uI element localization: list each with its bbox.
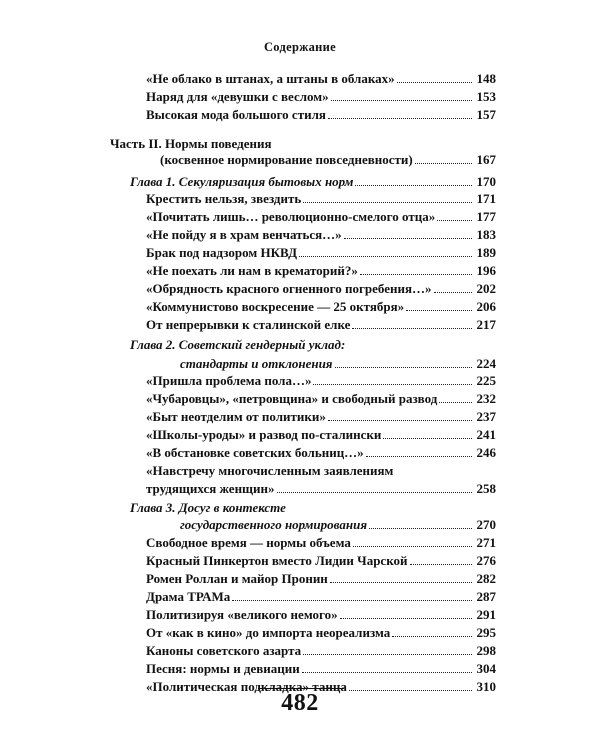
- entry-title: Высокая мода большого стиля: [146, 107, 326, 122]
- entry-title: «Не пойду я в храм венчаться…»: [146, 227, 342, 242]
- dot-leader: [313, 384, 472, 385]
- dot-leader: [410, 564, 473, 565]
- entry-page: 196: [476, 263, 496, 278]
- dot-leader: [328, 420, 472, 421]
- dot-leader: [303, 202, 472, 203]
- entry-title: трудящихся женщин»: [146, 481, 275, 496]
- entry-title: «Быт неотделим от политики»: [146, 409, 326, 424]
- entry-page: 276: [476, 553, 496, 568]
- entry-page: 153: [476, 89, 496, 104]
- dot-leader: [434, 292, 472, 293]
- toc-entry: [146, 263, 496, 279]
- entry-title: Драма ТРАМа: [146, 589, 231, 604]
- toc-entry: [146, 445, 496, 461]
- toc-entry: [146, 481, 496, 497]
- dot-leader: [383, 438, 472, 439]
- chapter-title: Глава 1. Секуляризация бытовых норм: [130, 174, 354, 189]
- entry-title: Красный Пинкертон вместо Лидии Чарской: [146, 553, 408, 568]
- toc-entry: [146, 625, 496, 641]
- dot-leader: [353, 546, 472, 547]
- entry-title: «Коммунистово воскресение — 25 октября»: [146, 299, 405, 314]
- toc-entry: [146, 427, 496, 443]
- entry-title: «Политическая подкладка» танца: [146, 679, 347, 694]
- toc-entry: [146, 281, 496, 297]
- entry-page: 232: [476, 391, 496, 406]
- entry-page: 295: [476, 625, 496, 640]
- entry-page: 298: [476, 643, 496, 658]
- dot-leader: [302, 672, 472, 673]
- entry-title: «Почитать лишь… революционно-смелого отца»: [146, 209, 436, 224]
- entry-page: 148: [476, 71, 496, 86]
- entry-page: 304: [476, 661, 496, 676]
- running-header: Содержание: [263, 40, 336, 54]
- entry-page: 217: [476, 317, 496, 332]
- entry-page: 282: [476, 571, 496, 586]
- part-subtitle: (косвенное нормирование повседневности): [160, 152, 413, 167]
- toc-entry: [146, 607, 496, 623]
- entry-title: «Пришла проблема пола…»: [146, 373, 312, 388]
- toc-entry: [146, 571, 496, 587]
- chapter-heading: [180, 356, 496, 372]
- chapter-subtitle: государственного нормирования: [180, 517, 368, 532]
- entry-title: Каноны советского азарта: [146, 643, 302, 658]
- toc-entry: [146, 209, 496, 225]
- folio-rule: [258, 688, 344, 689]
- entry-page: 170: [476, 174, 496, 189]
- toc-entry: [146, 409, 496, 425]
- entry-page: 225: [476, 373, 496, 388]
- entry-page: 246: [476, 445, 496, 460]
- entry-title: Наряд для «девушки с веслом»: [146, 89, 329, 104]
- entry-page: 287: [476, 589, 496, 604]
- toc-entry: [146, 391, 496, 407]
- toc-entry: [146, 299, 496, 315]
- toc-entry: [146, 589, 496, 605]
- toc-entry: [146, 643, 496, 659]
- entry-page: 171: [476, 191, 496, 206]
- toc-entry: [160, 152, 496, 168]
- entry-page: 167: [476, 152, 496, 167]
- entry-page: 183: [476, 227, 496, 242]
- chapter-heading: [130, 174, 496, 190]
- dot-leader: [415, 163, 472, 164]
- entry-page: 291: [476, 607, 496, 622]
- dot-leader: [331, 100, 472, 101]
- toc-entry: [146, 245, 496, 261]
- dot-leader: [392, 636, 472, 637]
- entry-title: «Чубаровцы», «петровщина» и свободный развод: [146, 391, 438, 406]
- entry-page: 202: [476, 281, 496, 296]
- entry-page: 157: [476, 107, 496, 122]
- dot-leader: [328, 118, 472, 119]
- chapter-heading: [180, 517, 496, 533]
- dot-leader: [330, 582, 472, 583]
- toc-entry: [146, 535, 496, 551]
- toc-entry: [146, 661, 496, 677]
- dot-leader: [344, 238, 472, 239]
- entry-page: 258: [476, 481, 496, 496]
- entry-page: 241: [476, 427, 496, 442]
- chapter-title: Глава 2. Советский гендерный уклад:: [130, 337, 346, 352]
- toc-entry: [146, 107, 496, 123]
- dot-leader: [437, 220, 472, 221]
- dot-leader: [439, 402, 472, 403]
- entry-title: Песня: нормы и девиации: [146, 661, 300, 676]
- dot-leader: [232, 600, 472, 601]
- entry-page: 189: [476, 245, 496, 260]
- entry-page: 224: [476, 356, 496, 371]
- toc-entry: [146, 71, 496, 87]
- entry-title: «Не поехать ли нам в крематорий?»: [146, 263, 358, 278]
- entry-title: «Обрядность красного огненного погребения…»: [146, 281, 432, 296]
- dot-leader: [406, 310, 472, 311]
- entry-page: 270: [476, 517, 496, 532]
- entry-page: 237: [476, 409, 496, 424]
- dot-leader: [303, 654, 472, 655]
- entry-page: 206: [476, 299, 496, 314]
- entry-title: Ромен Роллан и майор Пронин: [146, 571, 328, 586]
- dot-leader: [366, 456, 472, 457]
- entry-title: Политизируя «великого немого»: [146, 607, 338, 622]
- entry-title: Свободное время — нормы объема: [146, 535, 351, 550]
- entry-title: «Навстречу многочисленным заявлениям: [146, 463, 394, 478]
- entry-title: «Не облако в штанах, а штаны в облаках»: [146, 71, 395, 86]
- entry-title: «В обстановке советских больниц…»: [146, 445, 364, 460]
- dot-leader: [360, 274, 472, 275]
- part-title: Часть II. Нормы поведения: [110, 136, 272, 151]
- toc-entry: [146, 373, 496, 389]
- dot-leader: [355, 185, 472, 186]
- dot-leader: [299, 256, 472, 257]
- entry-title: От непрерывки к сталинской елке: [146, 317, 351, 332]
- entry-page: 310: [476, 679, 496, 694]
- entry-title: «Школы-уроды» и развод по-сталински: [146, 427, 382, 442]
- chapter-subtitle: стандарты и отклонения: [180, 356, 333, 371]
- toc-entry: [146, 317, 496, 333]
- entry-title: От «как в кино» до импорта неореализма: [146, 625, 391, 640]
- entry-page: 271: [476, 535, 496, 550]
- entry-page: 177: [476, 209, 496, 224]
- toc-entry: [146, 227, 496, 243]
- entry-title: Брак под надзором НКВД: [146, 245, 298, 260]
- entry-title: Крестить нельзя, звездить: [146, 191, 302, 206]
- dot-leader: [352, 328, 472, 329]
- dot-leader: [340, 618, 472, 619]
- chapter-title: Глава 3. Досуг в контексте: [130, 500, 286, 515]
- dot-leader: [397, 82, 472, 83]
- dot-leader: [277, 492, 472, 493]
- toc-entry: [146, 553, 496, 569]
- page-number: 482: [281, 690, 319, 716]
- dot-leader: [369, 528, 472, 529]
- toc-entry: [146, 89, 496, 105]
- toc-entry: [146, 191, 496, 207]
- dot-leader: [335, 367, 472, 368]
